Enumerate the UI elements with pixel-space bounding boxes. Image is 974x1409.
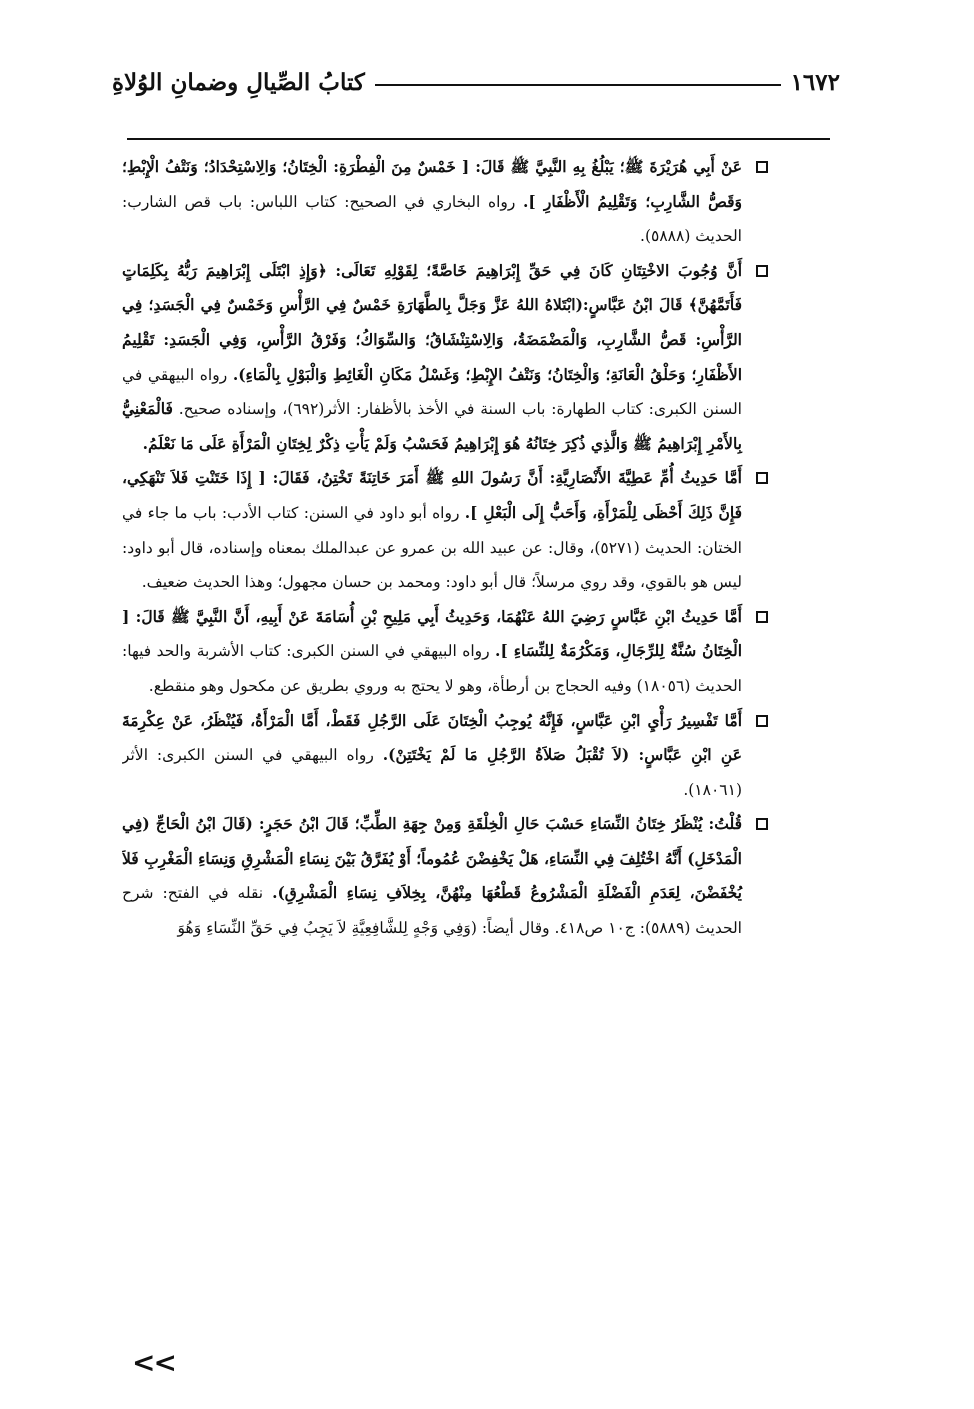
continuation-mark: << — [132, 1346, 175, 1379]
paragraph-text: أَمَّا تَفْسِيرُ رَأْيِ ابْنِ عَبَّاسٍ، فَإِنَّهُ يُوجِبُ الْخِتَانَ عَلَى الرَّجُلِ فَقَطْ، أَمَّا الْمَرْأَةُ، فَيُنْظَرُ، عَنْ عِكْرِمَةَ عَنِ ابْنِ عَبَّاسٍ: (لاَ تُقْبَلُ صَلاَةُ الرَّجُلِ مَا لَمْ يَخْتَتِنْ). — [122, 710, 742, 765]
square-bullet-icon — [756, 265, 768, 277]
header-rule — [127, 138, 830, 140]
square-bullet-icon — [756, 161, 768, 173]
page-number: ١٦٧٢ — [790, 69, 840, 96]
paragraph-4 — [122, 600, 772, 704]
paragraph-source: رواه البيهقي في السنن الكبرى: الأثر (١٨٠٦١). — [122, 746, 742, 799]
paragraph-2 — [122, 254, 772, 462]
paragraph-source: رواه البخاري في الصحيح: كتاب اللباس: باب قص الشارب: الحديث (٥٨٨٨). — [122, 192, 742, 246]
square-bullet-icon — [756, 818, 768, 830]
paragraph-6 — [122, 807, 772, 945]
paragraph-text: عَنْ أَبِي هُرَيْرَةَ ﷺ؛ يَبْلُغُ بِهِ النَّبِيَّ ﷺ قَالَ: [ خَمْسٌ مِنَ الْفِطْرَةِ: الْخِتَانُ؛ وَالِاسْتِحْدَادُ؛ وَنَتْفُ الْإِبْطِ؛ وَقَصُّ الشَّارِبِ؛ وَتَقْلِيمُ الْأَظْفَارِ ]. — [122, 157, 742, 211]
paragraph-1 — [122, 150, 772, 254]
square-bullet-icon — [756, 611, 768, 623]
paragraph-source: نقله في الفتح: شرح الحديث (٥٨٨٩): ج١٠ ص٤١٨. وقال أيضاً: (وَفِي وَجْهٍ لِلشَّافِعِيَّةِ لاَ يَجِبُ فِي حَقِّ النِّسَاءِ وَهُوَ — [122, 884, 742, 938]
page-header — [112, 48, 840, 100]
paragraph-text: أَمَّا حَدِيثُ أُمِّ عَطِيَّةَ الأَنْصَارِيَّةِ: أَنَّ رَسُولَ اللهِ ﷺ أَمَرَ خَاتِنَةً تَخْتِنُ، فَقَالَ: [ إِذَا خَتَنْتِ فَلاَ تَنْهَكِي، فَإِنَّ ذَلِكَ أَحْظَى لِلْمَرْأَةِ، وَأَحَبُّ إِلَى الْبَعْلِ ]. — [122, 468, 742, 522]
paragraph-comment: فَالْمَعْنِيُّ بِالأَمْرِ إِبْرَاهِيمُ ﷺ وَالَّذِي ذُكِرَ خِتَانُهُ هُوَ إِبْرَاهِيمُ فَحَسْبُ وَلَمْ يَأْتِ ذِكْرٌ لِخِتَانِ الْمَرْأَةِ عَلَى مَا نَعْلَمُ. — [122, 399, 742, 453]
page-body — [122, 150, 772, 1378]
square-bullet-icon — [756, 715, 768, 727]
header-underline — [375, 84, 781, 86]
paragraph-5 — [122, 704, 772, 808]
paragraph-text: قُلْتُ: يُنْظَرُ خِتَانُ النِّسَاءِ حَسْبَ حَالِ الْخِلْقَةِ وَمِنْ جِهَةِ الطِّبِّ؛ قَالَ ابْنُ حَجَرٍ: (قَالَ ابْنُ الْحَاجِّ (فِي الْمَدْخَلِ) أَنَّهُ اخْتُلِفَ فِي النِّسَاءِ، هَلْ يَخْفِضْنَ عُمُوماً؛ أَوْ يُفَرَّقُ بَيْنَ نِسَاءِ الْمَشْرِقِ وَنِسَاءِ الْمَغْرِبِ فَلاَ يُخْفَضْنَ، لِعَدَمِ الْفَضْلَةِ الْمَشْرُوعُ قَطْعُهَا مِنْهُنَّ، بِخِلاَفِ نِسَاءِ الْمَشْرِقِ). — [122, 814, 742, 903]
square-bullet-icon — [756, 472, 768, 484]
paragraph-source: رواه البيهقي في السنن الكبرى: كتاب الطهارة: باب السنة في الأخذ بالأظفار: الأثر(٦٩٢)، وإسناده صحيح. — [122, 365, 742, 419]
paragraph-source: رواه البيهقي في السنن الكبرى: كتاب الأشربة والحد فيها: الحديث (١٨٠٥٦) وفيه الحجاج بن أرطأة، وهو لا يحتج به وروي بطريق عن مكحول وهو منقطع. — [122, 642, 742, 695]
paragraph-source: رواه أبو داود في السنن: كتاب الأدب: باب ما جاء في الختان: الحديث (٥٢٧١)، وقال: عن عبيد الله بن عمرو عن عبدالملك بمعناه وإسناده، قال أبو داود: ليس هو بالقوي، وقد روي مرسلاً؛ قال أبو داود: ومحمد بن حسان مجهول؛ وهذا الحديث ضعيف. — [122, 503, 742, 592]
paragraph-text: أَمَّا حَدِيثُ ابْنِ عَبَّاسٍ رَضِيَ اللهُ عَنْهُمَا، وَحَدِيثُ أَبِي مَلِيحِ بْنِ أُسَامَةَ عَنْ أَبِيهِ، أَنَّ النَّبِيَّ ﷺ قَالَ: [ الْخِتَانُ سُنَّةٌ لِلرِّجَالِ، وَمَكْرُمَةٌ لِلنِّسَاءِ ]. — [122, 606, 742, 661]
paragraph-text: أَنَّ وُجُوبَ الاخْتِتَانِ كَانَ فِي حَقِّ إِبْرَاهِيمَ خَاصَّةً؛ لِقَوْلِهِ تَعَالَى: ﴿وَإِذِ ابْتَلَى إِبْرَاهِيمَ رَبُّهُ بِكَلِمَاتٍ فَأَتَمَّهُنَّ﴾ قَالَ ابْنُ عَبَّاسٍ:(ابْتَلاهُ اللهُ عَزَّ وَجَلَّ بِالطَّهَارَةِ خَمْسٌ فِي الرَّأْسِ وَخَمْسٌ فِي الْجَسَدِ؛ فِي الرَّأْسِ: قَصُّ الشَّارِبِ، وَالْمَضْمَضَةُ، وَالِاسْتِنْشَاقُ؛ وَالسِّوَاكُ؛ وَفَرْقُ الرَّأْسِ، وَفِي الْجَسَدِ: تَقْلِيمُ الأَظْفَارِ؛ وَحَلْقُ الْعَانَةِ؛ وَالْخِتَانُ؛ وَنَتْفُ الإِبْطِ؛ وَغَسْلُ مَكَانِ الْغَائِطِ وَالْبَوْلِ بِالْمَاءِ). — [122, 260, 742, 384]
paragraph-3 — [122, 461, 772, 599]
running-title: كتابُ الصِّيالِ وضمانِ الوُلاةِ — [112, 69, 365, 96]
